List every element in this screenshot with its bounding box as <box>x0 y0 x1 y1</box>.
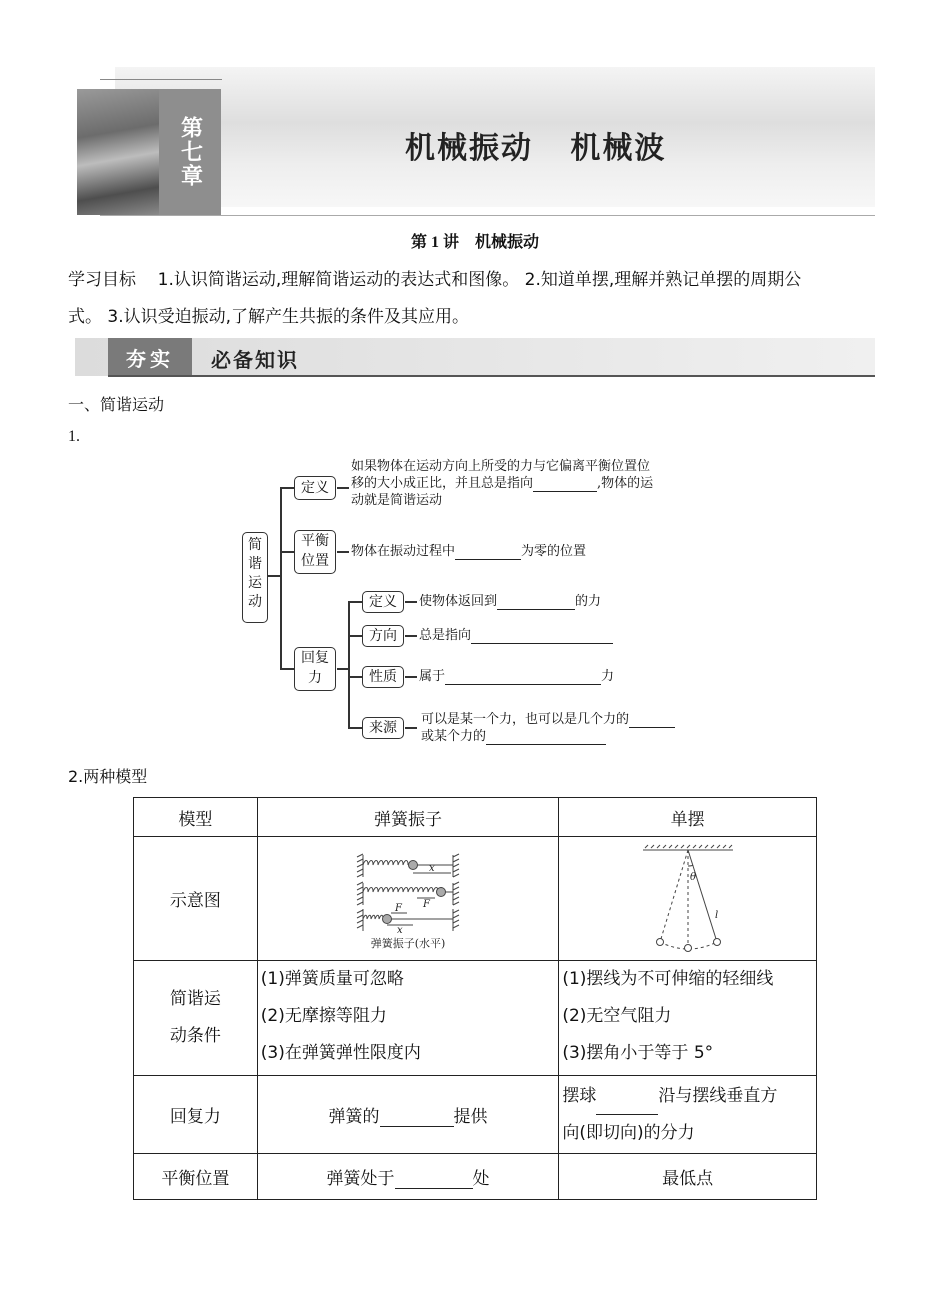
connector <box>405 635 417 637</box>
fill-blank[interactable] <box>455 545 521 560</box>
spring-equilibrium <box>257 1154 559 1200</box>
fill-blank[interactable] <box>471 629 613 644</box>
text: ,物体的运 <box>597 476 654 491</box>
row-label: 回复力 <box>134 1076 258 1154</box>
header-cell: 模型 <box>134 798 258 837</box>
chapter-number: 第七章 <box>159 89 221 215</box>
table-row <box>134 961 817 1076</box>
landscape-photo <box>77 89 159 215</box>
row-label <box>134 961 258 1076</box>
rf-nature-text <box>419 668 614 685</box>
models-table <box>133 797 817 1200</box>
section-label: 必备知识 <box>211 348 299 372</box>
label-line: 简谐运 <box>169 989 221 1009</box>
text: 沿与摆线垂直方 <box>658 1085 778 1106</box>
rf-definition-text <box>419 593 601 610</box>
text: 属于 <box>419 669 446 684</box>
equilibrium-box <box>294 530 336 574</box>
fill-blank[interactable] <box>497 595 575 610</box>
heading-simple-harmonic-motion: 一、简谐运动 <box>68 395 165 414</box>
equilibrium-text <box>351 543 586 560</box>
section-header <box>75 338 875 380</box>
text: 力 <box>601 669 615 684</box>
objectives-label: 学习目标 <box>68 270 136 290</box>
text: 或某个力的 <box>421 729 487 744</box>
source-line <box>421 728 675 745</box>
rf-source-box: 来源 <box>362 717 404 739</box>
source-line <box>421 711 675 728</box>
text: 处 <box>472 1169 490 1189</box>
row-label: 示意图 <box>134 837 258 961</box>
pendulum-equilibrium: 最低点 <box>559 1154 817 1200</box>
text: 提供 <box>453 1107 488 1127</box>
item-number: 1. <box>68 428 80 445</box>
text: 弹簧处于 <box>326 1169 395 1189</box>
objectives-line: 式。 3.认识受迫振动,了解产生共振的条件及其应用。 <box>68 307 470 327</box>
text: 的力 <box>575 594 602 609</box>
table-row <box>134 1154 817 1200</box>
spring-restoring-force <box>257 1076 559 1154</box>
rf-definition-box: 定义 <box>362 591 404 613</box>
condition-item: (1)弹簧质量可忽略 <box>260 969 404 989</box>
banner-rule <box>100 215 875 216</box>
fill-blank[interactable] <box>486 730 606 745</box>
text: 可以是某一个力，也可以是几个力的 <box>421 712 630 727</box>
spring-caption: 弹簧振子(水平) <box>370 937 446 950</box>
definition-line <box>351 475 721 492</box>
connector <box>348 601 362 603</box>
learning-objectives <box>68 262 883 336</box>
text-line <box>562 1078 816 1115</box>
connector <box>348 635 362 637</box>
connector <box>337 487 349 489</box>
label: 力 <box>308 670 322 686</box>
spring-oscillator-diagram <box>257 837 559 961</box>
condition-item: (2)无摩擦等阻力 <box>260 1006 387 1026</box>
table-header-row <box>134 798 817 837</box>
text: 使物体返回到 <box>419 594 498 609</box>
row-label: 平衡位置 <box>134 1154 258 1200</box>
spring-conditions <box>257 961 559 1076</box>
text: 物体在振动过程中 <box>351 544 456 559</box>
label: 平衡 <box>301 533 329 549</box>
connector <box>348 676 362 678</box>
root-box <box>242 532 268 623</box>
spring-diagram-svg <box>343 847 473 952</box>
fill-blank[interactable] <box>380 1108 454 1127</box>
lesson-title: 第 1 讲 机械振动 <box>410 234 539 251</box>
connector <box>280 551 294 553</box>
fill-blank[interactable] <box>629 713 675 728</box>
header-cell: 单摆 <box>559 798 817 837</box>
text: 为零的位置 <box>521 544 587 559</box>
connector <box>348 727 362 729</box>
heading-two-models: 2.两种模型 <box>68 767 148 786</box>
pendulum-diagram-svg <box>633 844 743 954</box>
connector <box>280 487 294 489</box>
condition-item: (1)摆线为不可伸缩的轻细线 <box>562 969 774 989</box>
condition-item: (3)在弹簧弹性限度内 <box>260 1043 421 1063</box>
table-row <box>134 1076 817 1154</box>
header-cell: 弹簧振子 <box>257 798 559 837</box>
spring-label-f: F <box>395 903 402 914</box>
connector <box>405 601 417 603</box>
fill-blank[interactable] <box>395 1170 473 1189</box>
root-char: 运 <box>248 575 262 591</box>
text: 弹簧的 <box>328 1107 380 1127</box>
chapter-title: 机械振动 机械波 <box>405 131 667 166</box>
spring-label-f: F <box>423 899 430 910</box>
text: 总是指向 <box>419 628 472 643</box>
rf-nature-box: 性质 <box>362 666 404 688</box>
pendulum-angle-label: θ <box>689 871 696 883</box>
root-char: 谐 <box>248 556 262 572</box>
label: 回复 <box>301 650 329 666</box>
connector <box>405 727 417 729</box>
root-char: 简 <box>248 537 262 553</box>
rf-direction-box: 方向 <box>362 625 404 647</box>
rf-direction-text <box>419 627 613 644</box>
root-char: 动 <box>248 594 262 610</box>
label-line: 动条件 <box>169 1026 221 1046</box>
spring-label-x: x <box>429 863 435 874</box>
label: 位置 <box>301 553 329 569</box>
table-row <box>134 837 817 961</box>
connector <box>280 487 282 669</box>
pendulum-diagram <box>559 837 817 961</box>
definition-box: 定义 <box>294 476 336 500</box>
section-tag: 夯实 <box>108 338 192 376</box>
condition-item: (3)摆角小于等于 5° <box>562 1043 714 1063</box>
pendulum-restoring-force <box>559 1076 817 1154</box>
pendulum-length-label: l <box>714 909 718 921</box>
fill-blank[interactable] <box>596 1096 658 1115</box>
objectives-line: 1.认识简谐运动,理解简谐运动的表达式和图像。 2.知道单摆,理解并熟记单摆的周期公 <box>157 270 802 290</box>
text-line: 向(即切向)的分力 <box>562 1122 695 1143</box>
connector <box>268 575 280 577</box>
pendulum-conditions <box>559 961 817 1076</box>
text: 移的大小成正比，并且总是指向 <box>351 476 534 491</box>
fill-blank[interactable] <box>533 477 597 492</box>
fill-blank[interactable] <box>445 670 601 685</box>
connector <box>337 551 349 553</box>
connector <box>280 668 294 670</box>
restoring-force-box <box>294 647 336 691</box>
definition-line: 动就是简谐运动 <box>351 493 443 508</box>
definition-line: 如果物体在运动方向上所受的力与它偏离平衡位置位 <box>351 459 651 474</box>
rf-source-text <box>421 711 675 745</box>
banner-rule <box>100 79 222 80</box>
connector <box>405 676 417 678</box>
section-bar-background <box>75 338 875 376</box>
definition-text <box>351 458 721 509</box>
section-underline <box>108 375 875 377</box>
connector <box>348 601 350 728</box>
spring-label-x: x <box>397 925 403 936</box>
chapter-banner <box>75 67 875 217</box>
condition-item: (2)无空气阻力 <box>562 1006 672 1026</box>
text: 摆球 <box>562 1085 597 1106</box>
